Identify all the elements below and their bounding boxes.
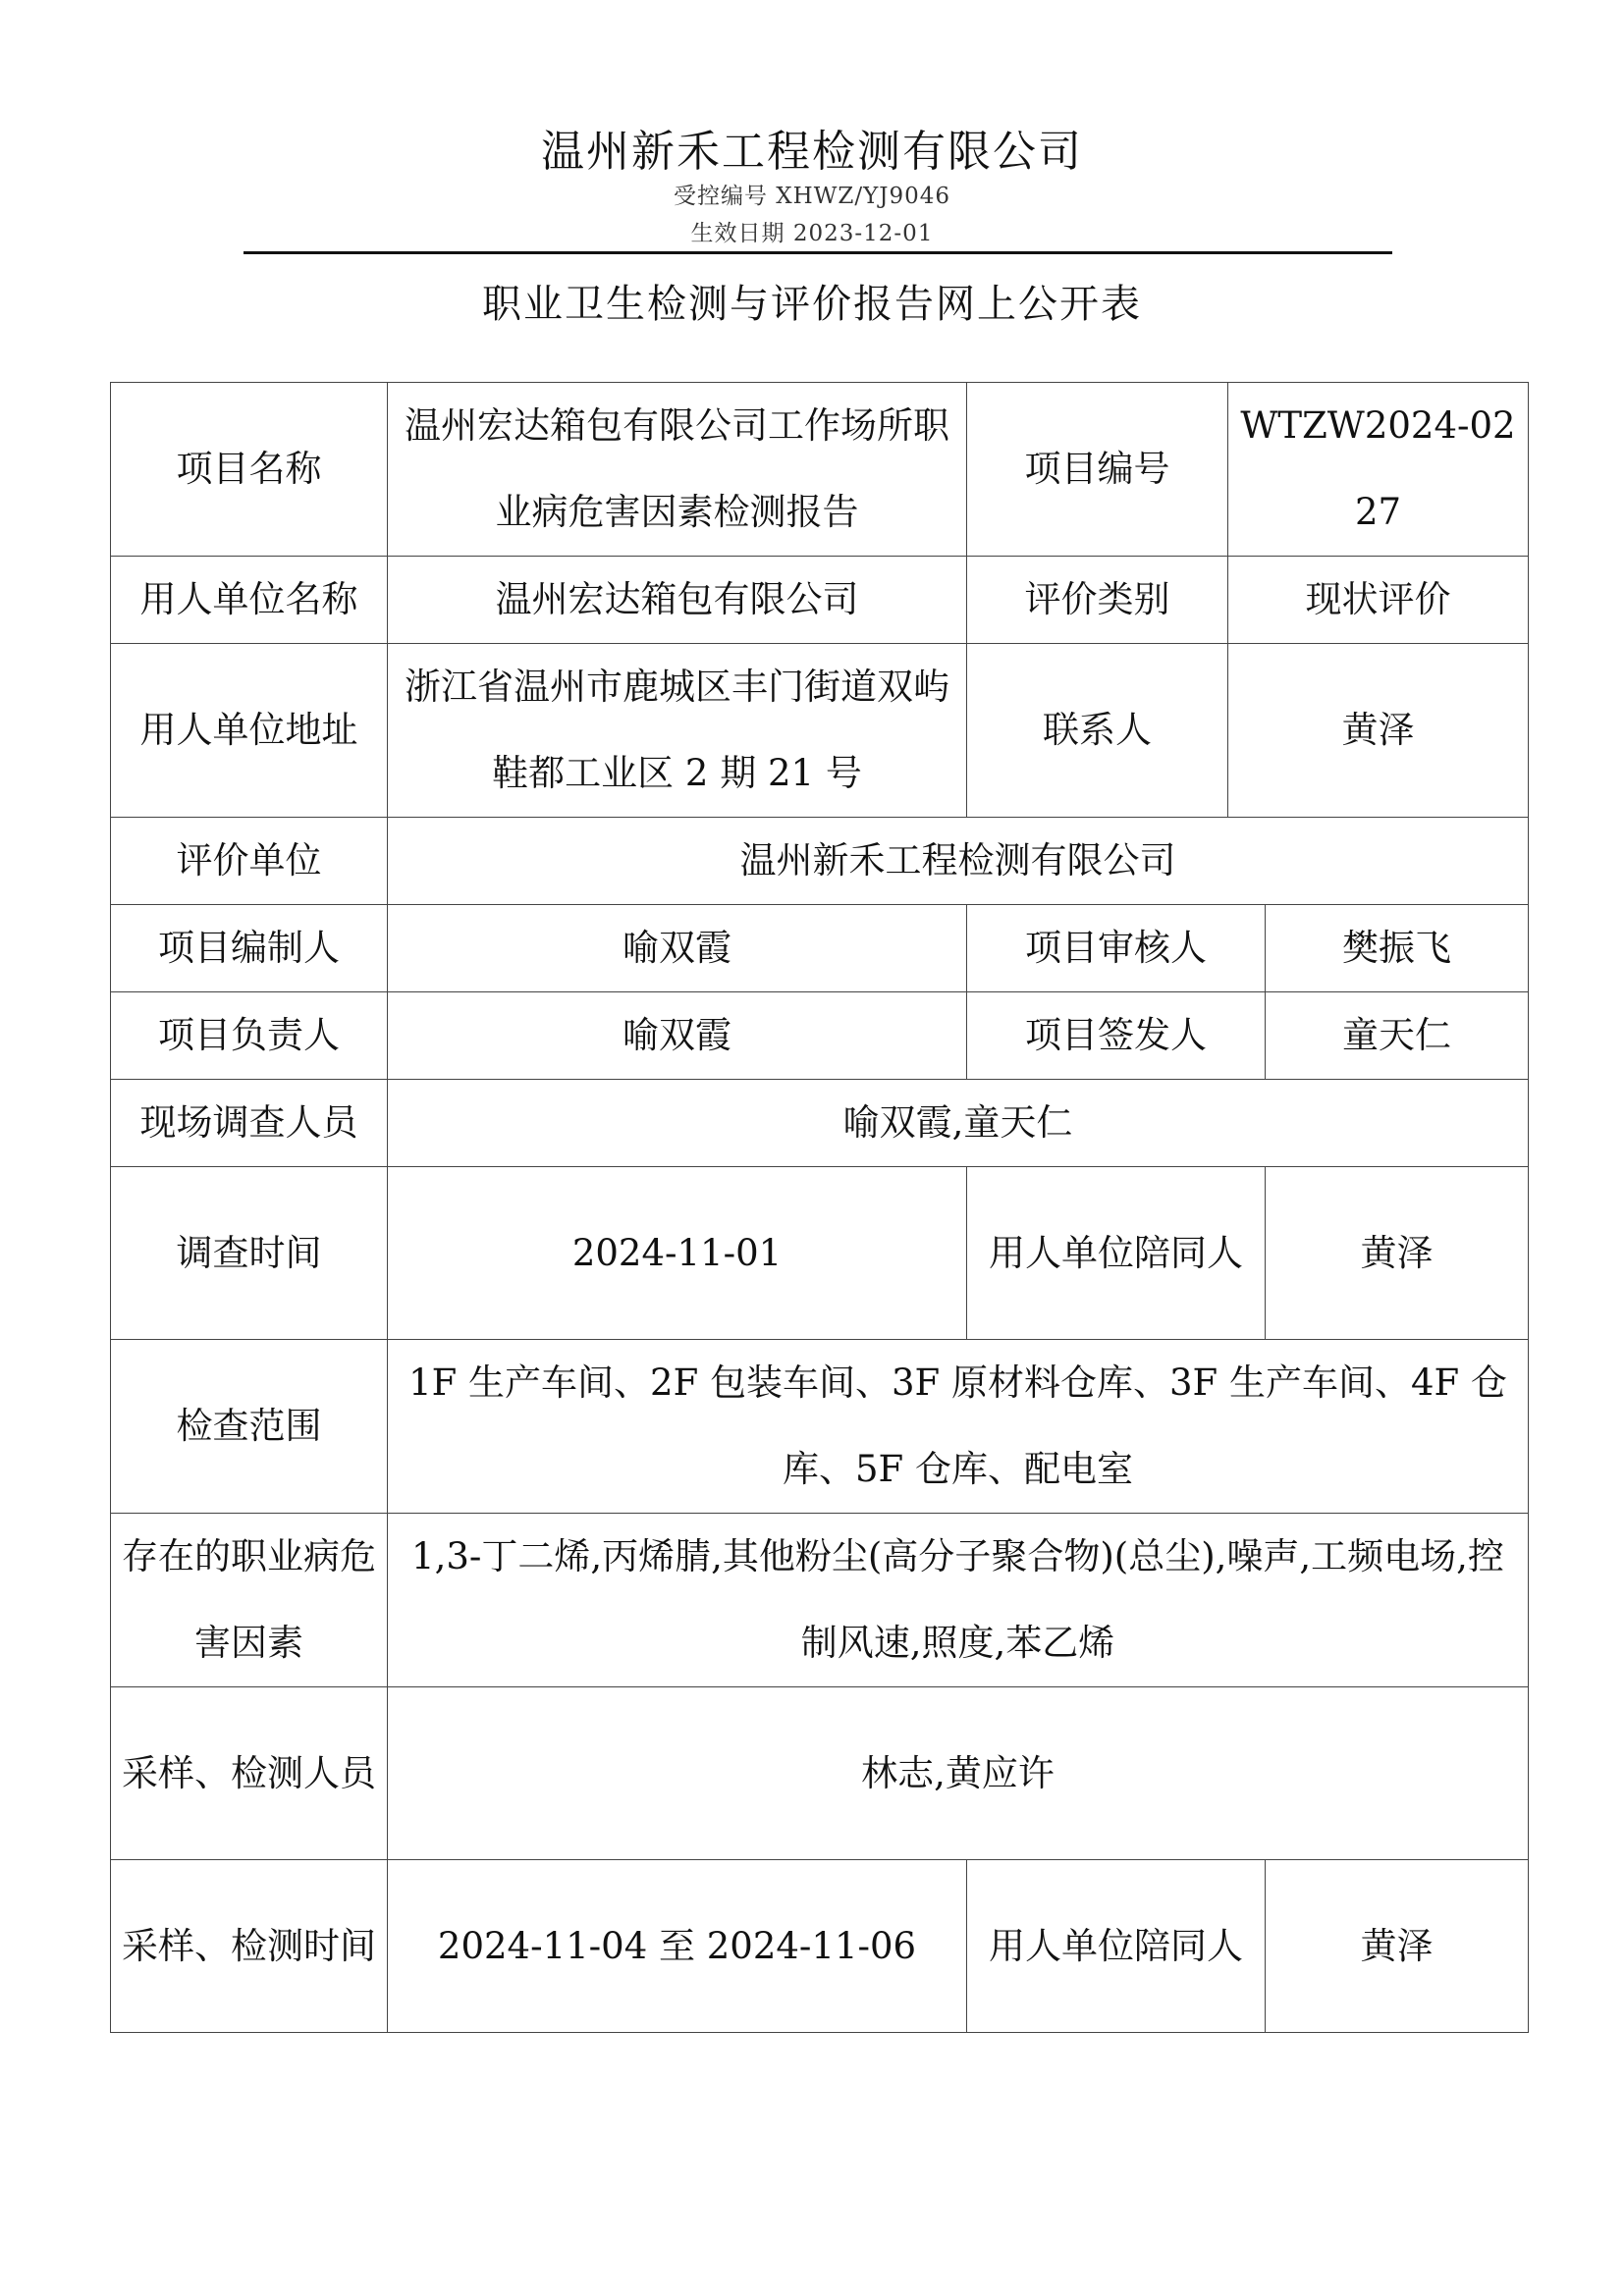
row-eval-unit	[111, 818, 1529, 905]
value-eval-type: 现状评价	[1228, 557, 1529, 644]
disclosure-table	[110, 382, 1529, 2033]
row-project-name	[111, 383, 1529, 557]
label-issuer: 项目签发人	[967, 992, 1266, 1080]
value-sampling-time: 2024-11-04 至 2024-11-06	[388, 1860, 967, 2033]
value-employer-address: 浙江省温州市鹿城区丰门街道双屿鞋都工业区 2 期 21 号	[388, 644, 967, 818]
row-sampling-time	[111, 1860, 1529, 2033]
header-divider	[244, 251, 1392, 254]
value-scope: 1F 生产车间、2F 包装车间、3F 原材料仓库、3F 生产车间、4F 仓库、5F 仓库、配电室	[388, 1340, 1529, 1514]
label-project-no: 项目编号	[967, 383, 1228, 557]
label-manager: 项目负责人	[111, 992, 388, 1080]
label-sampling-escort: 用人单位陪同人	[967, 1860, 1266, 2033]
document-title: 职业卫生检测与评价报告网上公开表	[482, 282, 1142, 327]
value-survey-staff: 喻双霞,童天仁	[388, 1080, 1529, 1167]
value-contact: 黄泽	[1228, 644, 1529, 818]
label-reviewer: 项目审核人	[967, 905, 1266, 992]
company-name: 温州新禾工程检测有限公司	[541, 127, 1083, 177]
value-manager: 喻双霞	[388, 992, 967, 1080]
control-number: 受控编号 XHWZ/YJ9046	[673, 184, 951, 209]
label-sampling-staff: 采样、检测人员	[111, 1687, 388, 1860]
row-manager	[111, 992, 1529, 1080]
label-scope: 检查范围	[111, 1340, 388, 1514]
value-survey-escort: 黄泽	[1266, 1167, 1529, 1340]
label-survey-escort: 用人单位陪同人	[967, 1167, 1266, 1340]
value-sampling-staff: 林志,黄应许	[388, 1687, 1529, 1860]
label-sampling-time: 采样、检测时间	[111, 1860, 388, 2033]
value-project-no: WTZW2024-0227	[1228, 383, 1529, 557]
value-issuer: 童天仁	[1266, 992, 1529, 1080]
value-compiler: 喻双霞	[388, 905, 967, 992]
effective-date: 生效日期 2023-12-01	[690, 221, 934, 246]
value-reviewer: 樊振飞	[1266, 905, 1529, 992]
label-hazards: 存在的职业病危害因素	[111, 1514, 388, 1687]
label-employer-address: 用人单位地址	[111, 644, 388, 818]
label-contact: 联系人	[967, 644, 1228, 818]
label-eval-unit: 评价单位	[111, 818, 388, 905]
label-project-name: 项目名称	[111, 383, 388, 557]
value-project-name: 温州宏达箱包有限公司工作场所职业病危害因素检测报告	[388, 383, 967, 557]
label-eval-type: 评价类别	[967, 557, 1228, 644]
label-survey-time: 调查时间	[111, 1167, 388, 1340]
value-hazards: 1,3-丁二烯,丙烯腈,其他粉尘(高分子聚合物)(总尘),噪声,工频电场,控制风速,照度,苯乙烯	[388, 1514, 1529, 1687]
row-employer-name	[111, 557, 1529, 644]
row-employer-address	[111, 644, 1529, 818]
row-survey-staff	[111, 1080, 1529, 1167]
row-hazards	[111, 1514, 1529, 1687]
value-sampling-escort: 黄泽	[1266, 1860, 1529, 2033]
label-employer-name: 用人单位名称	[111, 557, 388, 644]
value-employer-name: 温州宏达箱包有限公司	[388, 557, 967, 644]
value-survey-time: 2024-11-01	[388, 1167, 967, 1340]
value-eval-unit: 温州新禾工程检测有限公司	[388, 818, 1529, 905]
row-scope	[111, 1340, 1529, 1514]
label-compiler: 项目编制人	[111, 905, 388, 992]
label-survey-staff: 现场调查人员	[111, 1080, 388, 1167]
row-compiler	[111, 905, 1529, 992]
row-survey-time	[111, 1167, 1529, 1340]
row-sampling-staff	[111, 1687, 1529, 1860]
